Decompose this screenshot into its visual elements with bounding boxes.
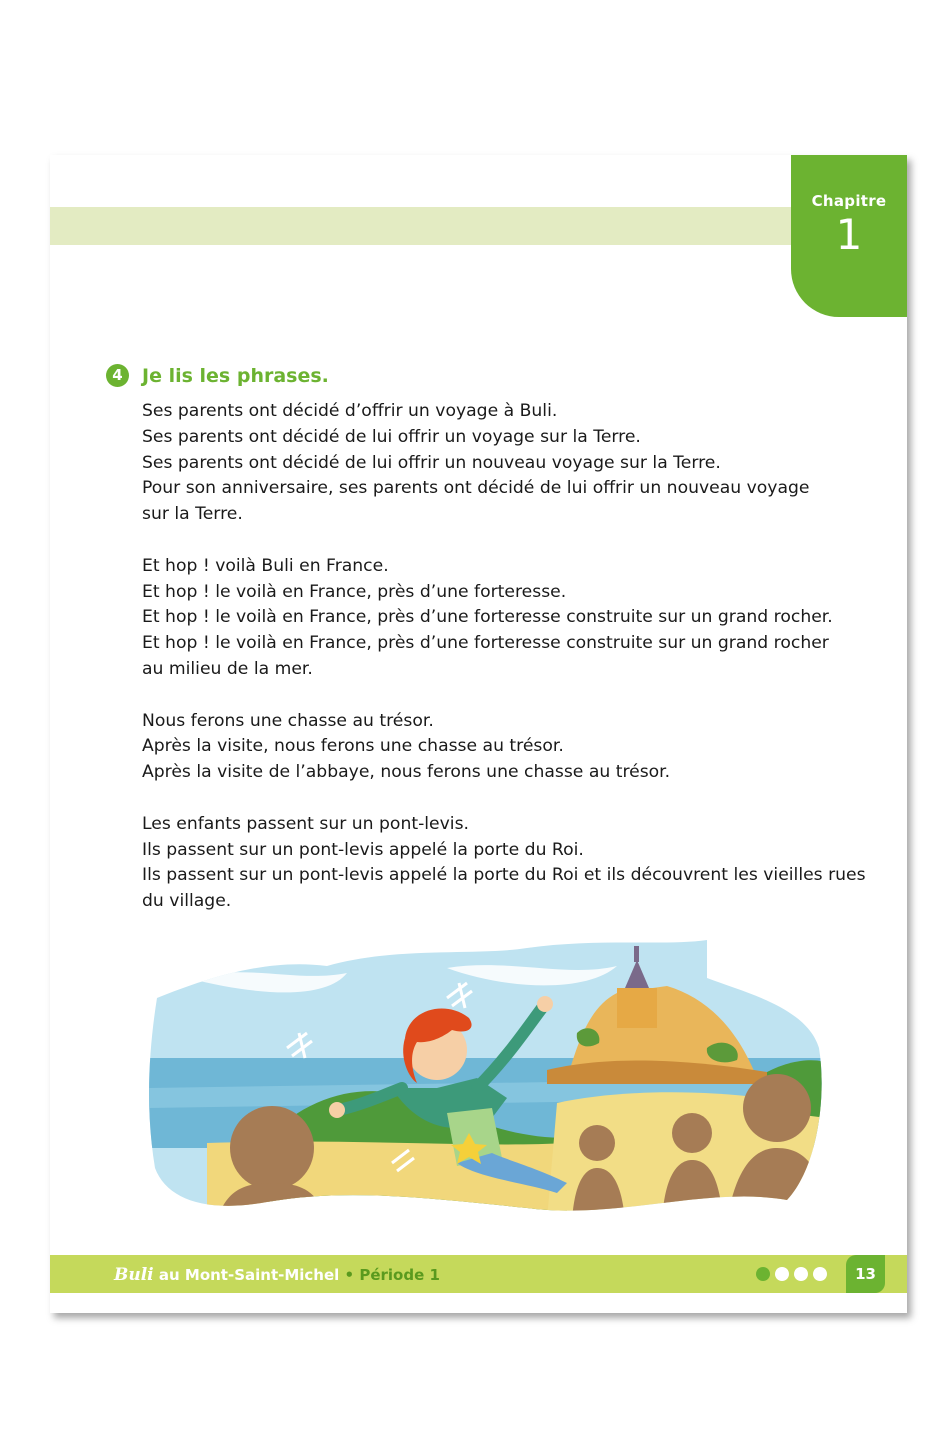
sentence: Ses parents ont décidé d’offrir un voyage à Buli. bbox=[142, 401, 558, 421]
sentence: Ses parents ont décidé de lui offrir un voyage sur la Terre. bbox=[142, 426, 641, 447]
progress-dot bbox=[756, 1267, 770, 1281]
sentence: Et hop ! le voilà en France, près d’une forteresse construite sur un grand rocher. bbox=[142, 607, 833, 628]
buli-logo: Buli bbox=[114, 1265, 154, 1285]
progress-dot bbox=[775, 1267, 789, 1281]
header-band bbox=[50, 207, 795, 245]
sentence: Pour son anniversaire, ses parents ont décidé de lui offrir un nouveau voyage bbox=[142, 478, 810, 499]
mont-saint-michel-illustration bbox=[147, 938, 827, 1220]
chapter-label: Chapitre bbox=[811, 192, 887, 210]
sentence: au milieu de la mer. bbox=[142, 658, 313, 679]
sentence: Ils passent sur un pont-levis appelé la porte du Roi et ils découvrent les vieilles rues bbox=[142, 865, 866, 886]
paragraph-1 bbox=[142, 399, 842, 528]
exercise-title: Je lis les phrases. bbox=[142, 365, 329, 387]
book-page bbox=[50, 155, 907, 1313]
sentence: Et hop ! le voilà en France, près d’une forteresse construite sur un grand rocher bbox=[142, 633, 829, 654]
sentence: Les enfants passent sur un pont-levis. bbox=[142, 813, 469, 834]
footer-title bbox=[114, 1265, 440, 1285]
sentence: Après la visite, nous ferons une chasse au trésor. bbox=[142, 736, 564, 757]
sentence: du village. bbox=[142, 891, 232, 912]
paragraph-3 bbox=[142, 709, 842, 786]
chapter-tab bbox=[791, 155, 907, 317]
scene bbox=[147, 938, 827, 1220]
sentence: sur la Terre. bbox=[142, 504, 243, 525]
sentence: Et hop ! voilà Buli en France. bbox=[142, 555, 389, 576]
progress-dot bbox=[794, 1267, 808, 1281]
paragraph-4 bbox=[142, 812, 866, 915]
exercise-number-badge: 4 bbox=[106, 364, 129, 387]
sentence: Et hop ! le voilà en France, près d’une forteresse. bbox=[142, 581, 567, 602]
page-number: 13 bbox=[846, 1255, 885, 1293]
period-label: • Période 1 bbox=[339, 1266, 440, 1284]
period-progress-dots bbox=[756, 1267, 832, 1281]
sentence: Ils passent sur un pont-levis appelé la porte du Roi. bbox=[142, 839, 584, 860]
paragraph-2 bbox=[142, 554, 842, 683]
chapter-number: 1 bbox=[835, 210, 863, 259]
footer-band bbox=[50, 1255, 907, 1293]
sentence: Nous ferons une chasse au trésor. bbox=[142, 710, 434, 731]
progress-dot bbox=[813, 1267, 827, 1281]
exercise-text bbox=[142, 399, 866, 941]
book-title: au Mont-Saint-Michel bbox=[153, 1266, 340, 1284]
sentence: Après la visite de l’abbaye, nous ferons une chasse au trésor. bbox=[142, 762, 671, 783]
sentence: Ses parents ont décidé de lui offrir un nouveau voyage sur la Terre. bbox=[142, 452, 721, 473]
